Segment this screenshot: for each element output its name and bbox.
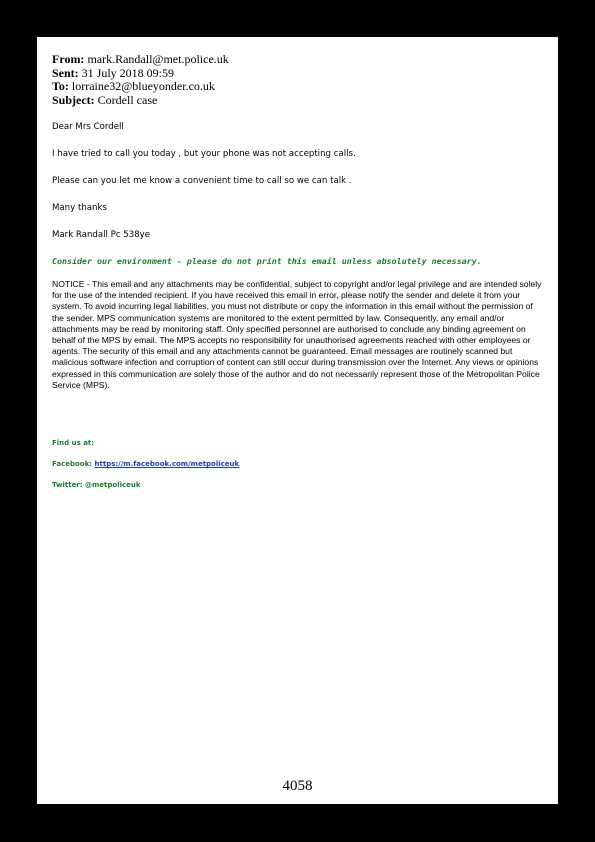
find-us-label: Find us at: (52, 439, 95, 447)
twitter-handle: @metpoliceuk (85, 481, 141, 489)
twitter-line (52, 481, 141, 489)
closing: Many thanks (52, 203, 107, 213)
legal-notice: NOTICE - This email and any attachments may be confidential, subject to copyright and/or legal privilege and are intended solely for the use of the intended recipient. If you have received this email in error, please notify the sender and delete it from your system. To avoid incurring legal liabilities, you must not distribute or copy the information in this email without the permission of the sender. MPS communication systems are monitored to the extent permitted by law. Consequently, any email and/or attachments may be read by monitoring staff. Only specified personnel are authorised to conclude any binding agreement on behalf of the MPS by email. The MPS accepts no responsibility for unauthorised agreements reached with other employees or agents. The security of this email and any attachments cannot be guaranteed. Email messages are routinely scanned but malicious software infection and corruption of content can still occur during transmission over the Internet. Any views or opinions expressed in this communication are solely those of the author and do not necessarily represent those of the Metropolitan Police Service (MPS). (52, 279, 542, 390)
subject-label: Subject: (52, 92, 95, 107)
from-line (52, 53, 229, 67)
sent-line (52, 67, 229, 81)
page-number: 4058 (282, 778, 313, 794)
facebook-link[interactable]: https://m.facebook.com/metpoliceuk (94, 460, 240, 468)
subject-value: Cordell case (97, 92, 158, 107)
to-value: lorraine32@blueyonder.co.uk (71, 79, 215, 93)
greeting: Dear Mrs Cordell (52, 122, 124, 132)
sent-label: Sent: (52, 65, 79, 80)
body-line-1: I have tried to call you today , but your phone was not accepting calls. (52, 149, 356, 159)
document-page (37, 37, 558, 804)
environment-note: Consider our environment - please do not print this email unless absolutely necessary. (52, 256, 482, 266)
twitter-label: Twitter: (52, 481, 83, 489)
to-line (52, 80, 229, 94)
body-line-2: Please can you let me know a convenient time to call so we can talk . (52, 176, 352, 186)
subject-line (52, 94, 229, 108)
from-label: From: (52, 52, 85, 66)
facebook-label: Facebook: (52, 460, 93, 468)
to-label: To: (52, 79, 69, 93)
facebook-line (52, 460, 239, 468)
signature: Mark Randall Pc 538ye (52, 230, 151, 240)
from-value: mark.Randall@met.police.uk (87, 52, 229, 66)
email-header (52, 53, 229, 107)
sent-value: 31 July 2018 09:59 (81, 65, 175, 80)
